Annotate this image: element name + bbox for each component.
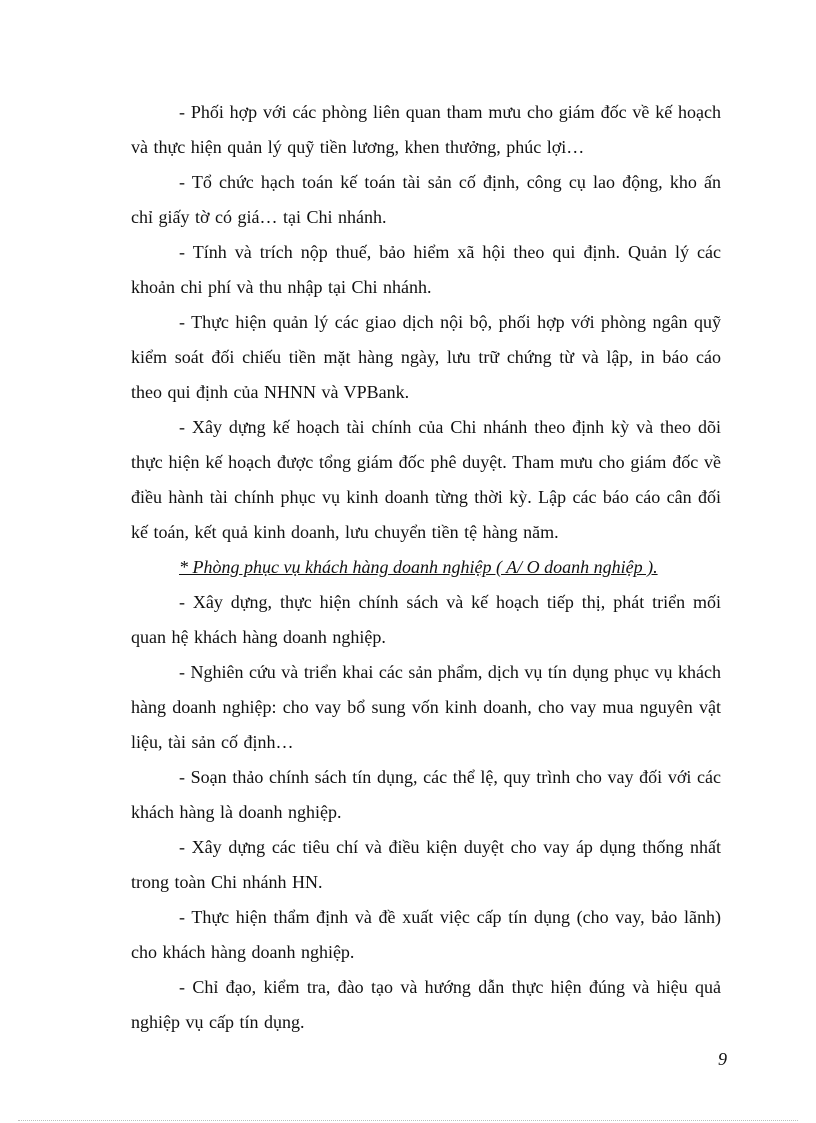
paragraph: - Nghiên cứu và triển khai các sản phẩm, dịch vụ tín dụng phục vụ khách hàng doanh nghiệp: cho vay bổ sung vốn kinh doanh, cho vay mua nguyên vật liệu, tài sản cố định…	[131, 662, 721, 752]
paragraph: - Tính và trích nộp thuế, bảo hiểm xã hội theo qui định. Quản lý các khoản chi phí và thu nhập tại Chi nhánh.	[131, 242, 721, 297]
page-body	[131, 95, 721, 1040]
paragraph: - Xây dựng các tiêu chí và điều kiện duyệt cho vay áp dụng thống nhất trong toàn Chi nhánh HN.	[131, 837, 721, 892]
paragraph: - Phối hợp với các phòng liên quan tham mưu cho giám đốc về kế hoạch và thực hiện quản lý quỹ tiền lương, khen thưởng, phúc lợi…	[131, 102, 721, 157]
paragraph: - Soạn thảo chính sách tín dụng, các thể lệ, quy trình cho vay đối với các khách hàng là doanh nghiệp.	[131, 767, 721, 822]
paragraph: - Xây dựng, thực hiện chính sách và kế hoạch tiếp thị, phát triển mối quan hệ khách hàng doanh nghiệp.	[131, 592, 721, 647]
paragraph: - Thực hiện quản lý các giao dịch nội bộ, phối hợp với phòng ngân quỹ kiểm soát đối chiếu tiền mặt hàng ngày, lưu trữ chứng từ và lập, in báo cáo theo qui định của NHNN và VPBank.	[131, 312, 721, 402]
page-bottom-rule	[18, 1120, 798, 1121]
paragraph: - Tổ chức hạch toán kế toán tài sản cố định, công cụ lao động, kho ấn chỉ giấy tờ có giá… tại Chi nhánh.	[131, 172, 721, 227]
paragraph: - Xây dựng kế hoạch tài chính của Chi nhánh theo định kỳ và theo dõi thực hiện kế hoạch được tổng giám đốc phê duyệt. Tham mưu cho giám đốc về điều hành tài chính phục vụ kinh doanh từng thời kỳ. Lập các báo cáo cân đối kế toán, kết quả kinh doanh, lưu chuyển tiền tệ hàng năm.	[131, 417, 721, 542]
page-number: 9	[718, 1049, 727, 1069]
paragraph: - Chỉ đạo, kiểm tra, đào tạo và hướng dẫn thực hiện đúng và hiệu quả nghiệp vụ cấp tín dụng.	[131, 977, 721, 1032]
paragraph: - Thực hiện thẩm định và đề xuất việc cấp tín dụng (cho vay, bảo lãnh) cho khách hàng doanh nghiệp.	[131, 907, 721, 962]
section-heading: * Phòng phục vụ khách hàng doanh nghiệp ( A/ O doanh nghiệp ).	[179, 557, 658, 577]
